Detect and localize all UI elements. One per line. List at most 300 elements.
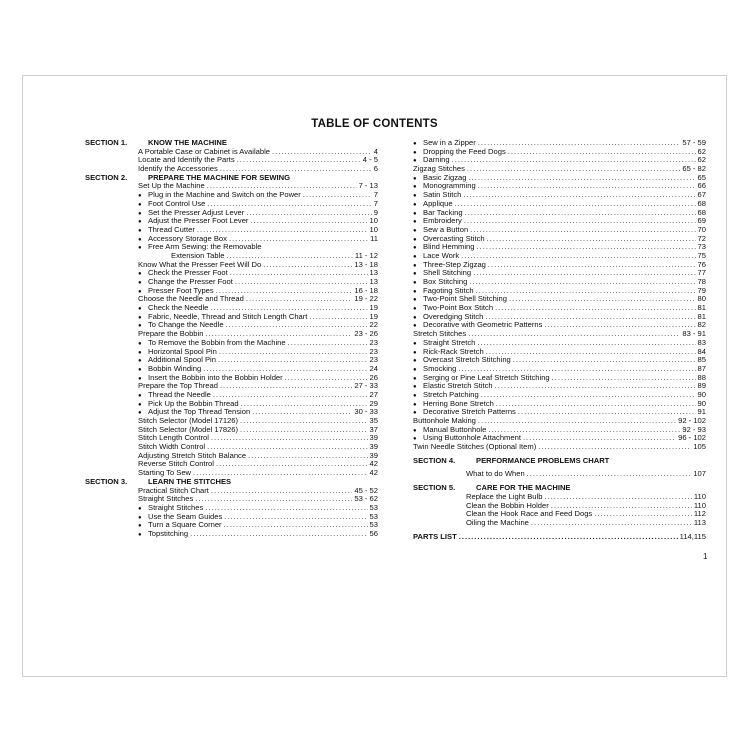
bullet-icon: ● (413, 280, 417, 286)
entry-page: 19 (369, 303, 378, 313)
bullet-icon: ● (138, 271, 142, 278)
entry-title: Blind Hemming (423, 242, 475, 252)
dot-leader (224, 513, 367, 522)
toc-entry[interactable] (85, 339, 378, 348)
entry-title: Extension Table (171, 250, 225, 260)
dot-leader (473, 269, 695, 278)
bullet-icon: ● (413, 288, 417, 295)
entry-title: Elastic Stretch Stitch (423, 381, 493, 391)
dot-leader (544, 321, 695, 330)
dot-leader (477, 243, 696, 252)
entry-page: 79 (697, 285, 706, 295)
entry-page: 81 (697, 303, 706, 313)
entry-page: 83 - 91 (682, 329, 706, 339)
entry-page: 4 - 5 (362, 155, 378, 165)
toc-entry[interactable] (85, 521, 378, 530)
entry-title: Plug in the Machine and Switch on the Power (148, 190, 301, 200)
entry-title: Shell Stitching (423, 268, 472, 278)
entry-title: Straight Stitches (138, 494, 194, 504)
entry-title: Stitch Selector (Model 17126) (138, 416, 239, 425)
entry-title: Decorative with Geometric Patterns (423, 320, 543, 330)
bullet-icon: ● (413, 392, 417, 399)
entry-title: Overcast Stretch Stitching (423, 355, 511, 365)
entry-title: Smocking (423, 363, 457, 373)
entry-title: Stitch Length Control (138, 433, 209, 443)
bullet-icon: ● (138, 219, 142, 226)
entry-page: 23 - 26 (354, 329, 378, 339)
entry-page: 92 - 93 (682, 424, 706, 434)
dot-leader (455, 200, 696, 209)
entry-page: 53 (369, 520, 378, 530)
dot-leader (538, 443, 691, 452)
toc-entry[interactable] (85, 156, 378, 165)
dot-leader (496, 400, 696, 409)
bullet-icon: ● (138, 410, 142, 417)
dot-leader (468, 174, 695, 183)
dot-leader (303, 191, 372, 200)
entry-page: 62 (697, 146, 706, 156)
dot-leader (248, 452, 367, 461)
bullet-icon: ● (413, 262, 417, 269)
bullet-icon: ● (138, 288, 142, 295)
entry-page: 42 (369, 468, 378, 478)
toc-entry[interactable] (85, 191, 378, 200)
entry-page: 84 (697, 346, 706, 356)
toc-entry[interactable] (85, 356, 378, 365)
entry-page: 81 (697, 311, 706, 321)
entry-title: Bar Tacking (423, 207, 463, 217)
dot-leader (465, 209, 696, 218)
toc-entry[interactable] (85, 452, 378, 461)
entry-page: 90 (697, 389, 706, 399)
bullet-icon: ● (138, 323, 142, 330)
section-heading (85, 174, 378, 183)
dot-leader (486, 348, 696, 357)
entry-title: Buttonhole Making (413, 416, 476, 425)
entry-page: 7 (373, 190, 378, 200)
dot-leader (495, 304, 695, 313)
entry-page: 27 - 33 (354, 381, 378, 391)
entry-page: 39 (369, 450, 378, 460)
dot-leader (211, 487, 352, 496)
dot-leader (478, 139, 681, 148)
entry-title: Overcasting Stitch (423, 233, 485, 243)
manual-page (22, 75, 727, 677)
entry-title: Fabric, Needle, Thread and Stitch Length Chart (148, 311, 308, 321)
entry-title: Set the Presser Adjust Lever (148, 207, 245, 217)
bullet-icon: ● (413, 297, 417, 304)
entry-page: 23 (369, 346, 378, 356)
entry-page: 114,115 (679, 531, 706, 541)
bullet-icon: ● (138, 227, 142, 234)
bullet-icon: ● (413, 375, 417, 382)
entry-page: 27 (369, 389, 378, 399)
bullet-icon: ● (138, 340, 142, 347)
entry-page: 39 (369, 442, 378, 452)
dot-leader (488, 261, 696, 270)
dot-leader (230, 269, 368, 278)
entry-title: Manual Buttonhole (423, 424, 487, 434)
entry-page: 91 (697, 407, 706, 417)
entry-title: Two-Point Box Stitch (423, 303, 494, 313)
entry-page: 11 - 12 (354, 250, 378, 260)
entry-page: 67 (697, 190, 706, 200)
bullet-icon: ● (413, 314, 417, 321)
entry-title: Darning (423, 155, 450, 165)
entry-title: What to do When (466, 469, 525, 479)
dot-leader (240, 426, 368, 435)
section-title: PERFORMANCE PROBLEMS CHART (476, 455, 610, 465)
entry-title: Sew a Button (423, 224, 469, 234)
bullet-icon: ● (413, 158, 417, 165)
toc-entry[interactable] (413, 148, 706, 157)
dot-leader (452, 156, 696, 165)
dot-leader (481, 391, 696, 400)
dot-leader (195, 495, 352, 504)
entry-title: Check the Needle (148, 303, 209, 313)
entry-title: Free Arm Sewing: the Removable (148, 242, 262, 252)
entry-title: Horizontal Spool Pin (148, 346, 217, 356)
bullet-icon: ● (413, 253, 417, 260)
entry-title: Presser Foot Types (148, 285, 214, 295)
dot-leader (476, 287, 696, 296)
entry-title: Dropping the Feed Dogs (423, 146, 506, 156)
toc-entry[interactable] (85, 382, 378, 391)
entry-page: 19 - 22 (354, 294, 378, 304)
bullet-icon: ● (138, 392, 142, 399)
entry-page: 19 (369, 311, 378, 321)
dot-leader (478, 417, 676, 426)
bullet-icon: ● (138, 514, 142, 521)
entry-page: 39 (369, 433, 378, 443)
toc-entry[interactable] (413, 470, 706, 479)
toc-entry[interactable] (85, 321, 378, 330)
entry-title: Locate and Identify the Parts (138, 155, 235, 165)
bullet-icon: ● (413, 227, 417, 234)
entry-page: 66 (697, 181, 706, 191)
bullet-icon: ● (138, 193, 142, 200)
entry-page: 89 (697, 381, 706, 391)
dot-leader (468, 330, 680, 339)
dot-leader (523, 434, 676, 443)
entry-page: 92 - 102 (678, 416, 706, 425)
section-number: SECTION 4. (413, 455, 456, 465)
entry-title: Reverse Stitch Control (138, 459, 214, 469)
entry-title: Basic Zigzag (423, 172, 467, 182)
dot-leader (288, 339, 368, 348)
entry-page: 80 (697, 294, 706, 304)
page-title: TABLE OF CONTENTS (311, 118, 438, 130)
entry-title: A Portable Case or Cabinet is Available (138, 146, 270, 156)
entry-page: 53 (369, 511, 378, 521)
entry-title: Identify the Accessories (138, 164, 218, 174)
entry-page: 13 (369, 277, 378, 286)
entry-title: Accessory Storage Box (148, 233, 227, 243)
entry-title: Two-Point Shell Stitching (423, 294, 507, 304)
bullet-icon: ● (138, 505, 142, 512)
entry-title: Additional Spool Pin (148, 355, 216, 365)
bullet-icon: ● (413, 323, 417, 330)
toc-entry[interactable] (85, 460, 378, 469)
dot-leader (250, 217, 367, 226)
entry-title: Zigzag Stitches (413, 164, 465, 174)
toc-entry[interactable] (413, 510, 706, 519)
bullet-icon: ● (138, 280, 142, 286)
toc-entry[interactable] (85, 348, 378, 357)
entry-page: 110 (693, 491, 706, 501)
entry-title: Adjusting Stretch Stitch Balance (138, 450, 247, 460)
entry-title: Applique (423, 198, 453, 208)
bullet-icon: ● (413, 349, 417, 356)
entry-page: 23 (369, 337, 378, 347)
entry-title: Foot Control Use (148, 198, 206, 208)
entry-title: Sew in a Zipper (423, 138, 476, 147)
dot-leader (216, 460, 368, 469)
entry-page: 73 (697, 242, 706, 252)
toc-entry[interactable] (85, 487, 378, 496)
bullet-icon: ● (138, 314, 142, 321)
entry-title: PARTS LIST (413, 531, 457, 541)
bullet-icon: ● (413, 210, 417, 217)
entry-page: 29 (369, 398, 378, 408)
toc-entry[interactable] (85, 226, 378, 235)
toc-entry[interactable] (85, 530, 378, 539)
dot-leader (263, 261, 352, 270)
entry-page: 68 (697, 198, 706, 208)
bullet-icon: ● (413, 401, 417, 408)
dot-leader (235, 278, 368, 287)
entry-title: Stretch Patching (423, 389, 479, 399)
entry-page: 113 (693, 517, 706, 527)
entry-page: 16 - 18 (354, 285, 378, 295)
dot-leader (237, 156, 361, 165)
section-title: PREPARE THE MACHINE FOR SEWING (148, 172, 291, 182)
dot-leader (464, 217, 696, 226)
dot-leader (509, 295, 696, 304)
entry-title: Decorative Stretch Patterns (423, 407, 516, 417)
entry-title: Stitch Width Control (138, 442, 206, 452)
dot-leader (478, 182, 696, 191)
dot-leader (190, 530, 367, 539)
dot-leader (226, 321, 368, 330)
bullet-icon: ● (413, 201, 417, 208)
entry-title: Know What the Presser Feet Will Do (138, 259, 262, 269)
bullet-icon: ● (413, 149, 417, 156)
entry-page: 35 (369, 416, 378, 425)
dot-leader (467, 165, 680, 174)
entry-page: 65 - 82 (682, 164, 706, 174)
bullet-icon: ● (413, 219, 417, 226)
bullet-icon: ● (413, 358, 417, 365)
entry-title: Lace Work (423, 250, 460, 260)
bullet-icon: ● (138, 201, 142, 208)
entry-title: Straight Stitches (148, 502, 204, 512)
entry-page: 82 (697, 320, 706, 330)
entry-title: Clean the Hook Race and Feed Dogs (466, 509, 593, 519)
entry-page: 88 (697, 372, 706, 382)
entry-title: Using Buttonhole Attachment (423, 433, 521, 443)
entry-page: 9 (373, 207, 378, 217)
entry-page: 69 (697, 216, 706, 226)
toc-entry[interactable] (85, 504, 378, 513)
section-number: SECTION 3. (85, 476, 128, 486)
entry-title: Herring Bone Stretch (423, 398, 494, 408)
section-number: SECTION 1. (85, 138, 128, 147)
entry-page: 37 (369, 424, 378, 434)
toc-entry[interactable] (85, 217, 378, 226)
dot-leader (240, 417, 368, 426)
dot-leader (552, 374, 696, 383)
entry-title: Set Up the Machine (138, 181, 205, 191)
dot-leader (469, 278, 695, 287)
entry-page: 107 (693, 469, 706, 479)
bullet-icon: ● (138, 358, 142, 365)
section-title: KNOW THE MACHINE (148, 138, 227, 147)
entry-title: Replace the Light Bulb (466, 491, 543, 501)
dot-leader (513, 356, 696, 365)
toc-left-column (85, 139, 378, 539)
entry-page: 83 (697, 337, 706, 347)
entry-title: Adjust the Top Thread Tension (148, 407, 251, 417)
entry-title: Use the Seam Guides (148, 511, 223, 521)
dot-leader (272, 148, 372, 157)
entry-page: 13 - 18 (354, 259, 378, 269)
entry-page: 65 (697, 172, 706, 182)
section-heading (413, 484, 706, 493)
entry-title: Prepare the Top Thread (138, 381, 218, 391)
toc-entry[interactable] (85, 278, 378, 287)
bullet-icon: ● (413, 141, 417, 147)
bullet-icon: ● (413, 193, 417, 200)
entry-title: Oiling the Machine (466, 517, 529, 527)
entry-title: Starting To Sew (138, 468, 192, 478)
bullet-icon: ● (413, 271, 417, 278)
toc-entry[interactable] (85, 426, 378, 435)
dot-leader (459, 533, 678, 542)
entry-page: 13 (369, 268, 378, 278)
dot-leader (218, 356, 368, 365)
toc-entry[interactable] (413, 519, 706, 528)
bullet-icon: ● (413, 384, 417, 391)
entry-page: 7 (373, 198, 378, 208)
dot-leader (205, 504, 367, 513)
toc-entry[interactable] (85, 513, 378, 522)
dot-leader (211, 434, 368, 443)
entry-title: Prepare the Bobbin (138, 329, 204, 339)
section-heading (85, 478, 378, 487)
entry-title: Straight Stretch (423, 337, 476, 347)
section-number: SECTION 5. (413, 483, 456, 493)
entry-page: 96 - 102 (678, 433, 706, 443)
dot-leader (220, 382, 352, 391)
dot-leader (508, 148, 696, 157)
entry-title: Overedging Stitch (423, 311, 484, 321)
entry-page: 24 (369, 363, 378, 373)
bullet-icon: ● (138, 375, 142, 382)
entry-title: Pick Up the Bobbin Thread (148, 398, 239, 408)
section-title: CARE FOR THE MACHINE (476, 483, 571, 493)
entry-title: Rick-Rack Stretch (423, 346, 484, 356)
entry-page: 62 (697, 155, 706, 165)
entry-page: 4 (373, 146, 378, 156)
toc-entry[interactable] (85, 374, 378, 383)
toc-entry[interactable] (413, 443, 706, 452)
toc-entry[interactable] (85, 261, 378, 270)
entry-title: Topstitching (148, 528, 189, 538)
entry-title: Check the Presser Foot (148, 268, 228, 278)
entry-page: 53 - 62 (354, 494, 378, 504)
entry-page: 77 (697, 268, 706, 278)
entry-page: 42 (369, 459, 378, 469)
entry-page: 76 (697, 259, 706, 269)
toc-entry[interactable] (413, 191, 706, 200)
section-heading (413, 457, 706, 466)
dot-leader (463, 191, 695, 200)
dot-leader (246, 209, 372, 218)
parts-list-entry[interactable] (413, 533, 706, 542)
entry-page: 110 (693, 500, 706, 510)
toc-entry[interactable] (85, 313, 378, 322)
entry-title: Box Stitching (423, 277, 468, 286)
entry-page: 23 (369, 355, 378, 365)
dot-leader (531, 519, 692, 528)
entry-page: 85 (697, 355, 706, 365)
toc-entry[interactable] (413, 356, 706, 365)
toc-entry[interactable] (85, 495, 378, 504)
toc-right-column (413, 139, 706, 541)
entry-title: Change the Presser Foot (148, 277, 233, 286)
dot-leader (544, 493, 691, 502)
toc-entry[interactable] (85, 295, 378, 304)
dot-leader (252, 408, 352, 417)
entry-page: 30 - 33 (354, 407, 378, 417)
dot-leader (241, 400, 368, 409)
entry-page: 10 (369, 216, 378, 226)
bullet-icon: ● (138, 401, 142, 408)
entry-title: Practical Stitch Chart (138, 485, 209, 495)
dot-leader (461, 252, 695, 261)
entry-page: 75 (697, 250, 706, 260)
dot-leader (477, 339, 695, 348)
bullet-icon: ● (413, 245, 417, 252)
dot-leader (219, 348, 368, 357)
toc-entry (85, 243, 378, 252)
page-number: 1 (703, 552, 708, 561)
bullet-icon: ● (138, 523, 142, 530)
toc-entry[interactable] (413, 493, 706, 502)
entry-page: 112 (693, 509, 706, 519)
entry-page: 6 (373, 164, 378, 174)
entry-title: Fagoting Stitch (423, 285, 474, 295)
entry-page: 87 (697, 363, 706, 373)
entry-title: Stretch Stitches (413, 329, 467, 339)
dot-leader (246, 295, 353, 304)
entry-title: Embroidery (423, 216, 462, 226)
bullet-icon: ● (413, 427, 417, 434)
toc-entry[interactable] (85, 469, 378, 478)
entry-page: 68 (697, 207, 706, 217)
dot-leader (495, 382, 696, 391)
entry-title: Bobbin Winding (148, 363, 202, 373)
entry-page: 11 (370, 233, 378, 243)
entry-page: 22 (369, 320, 378, 330)
entry-title: To Remove the Bobbin from the Machine (148, 337, 286, 347)
entry-title: Stitch Selector (Model 17826) (138, 424, 239, 434)
toc-entry[interactable] (85, 434, 378, 443)
entry-title: Satin Stitch (423, 190, 462, 200)
bullet-icon: ● (413, 340, 417, 347)
bullet-icon: ● (138, 306, 142, 313)
